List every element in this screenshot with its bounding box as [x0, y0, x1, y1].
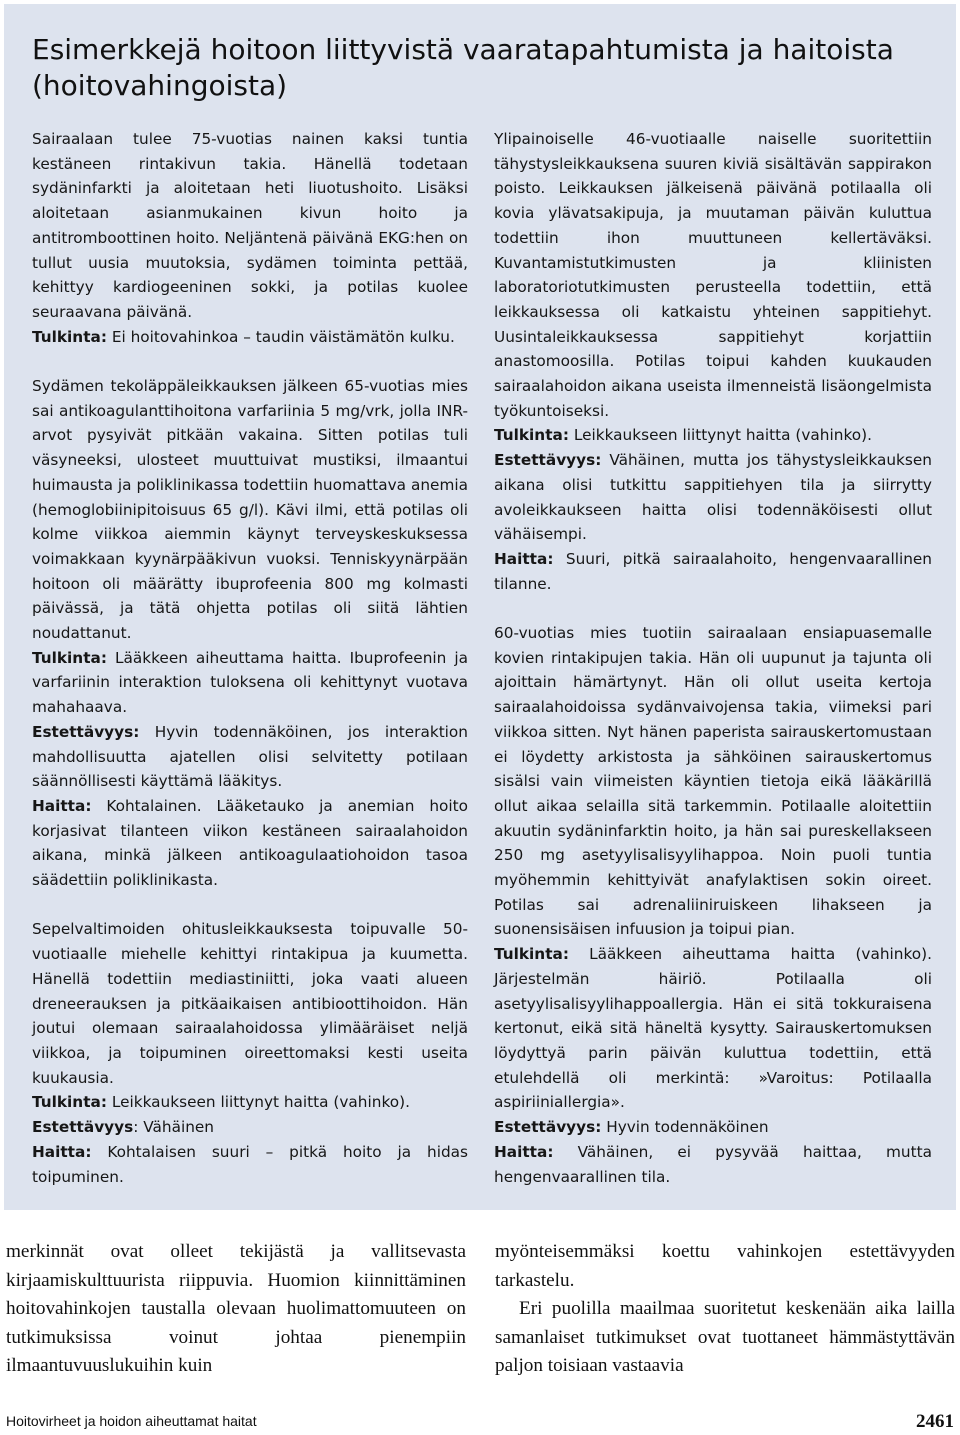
- assessment-label: Haitta:: [494, 1142, 554, 1161]
- body-left-column: [6, 1238, 466, 1381]
- case-text: Lääkkeen aiheuttama haitta (vahinko). Järjestelmän häiriö. Potilaalla oli asetyylisalisyylihappoallergia. Hän ei sitä tokkuraisena kertonut, eikä sitä häneltä kysytty. Sairauskertomuksen löydyttyä parin päivän kuluttua todettiin, että etulehdellä oli merkintä: »Varoitus: Potilaalla aspiriiniallergia».: [494, 945, 932, 1112]
- case-text: Suuri, pitkä sairaalahoito, hengenvaarallinen tilanne.: [494, 549, 932, 593]
- case-example: [32, 917, 468, 1189]
- assessment-label: Haitta:: [494, 549, 554, 568]
- running-title: Hoitovirheet ja hoidon aiheuttamat haitat: [6, 1413, 257, 1429]
- case-text: Lääkkeen aiheuttama haitta. Ibuprofeenin ja varfariinin interaktion tuloksena oli kehittynyt vuotava mahahaava.: [32, 648, 468, 717]
- box-right-column: [494, 127, 932, 1214]
- case-paragraph: [494, 942, 932, 1115]
- case-paragraph: [494, 547, 932, 596]
- assessment-label: Tulkinta:: [32, 327, 107, 346]
- case-text: Leikkaukseen liittynyt haitta (vahinko).: [568, 426, 872, 445]
- case-example: [494, 621, 932, 1189]
- case-text: Leikkaukseen liittynyt haitta (vahinko).: [106, 1093, 410, 1112]
- case-text: Hyvin todennäköinen: [601, 1118, 769, 1137]
- case-text: Ylipainoiselle 46-vuotiaalle naiselle suoritettiin tähystysleikkauksena suuren kiviä sisältävän sappirakon poisto. Leikkauksen jälkeisenä päivänä potilaalla oli kovia ylävatsakipuja, ja muutaman päivän kuluttua todettiin ihon muuttuneen kellertäväksi. Kuvantamistutkimusten ja kliinisten laboratoriotutkimusten perusteella todettiin, että leikkauksessa oli katkaistu yhteinen sappitiehyt. Uusintaleikkauksessa sappitiehyt korjattiin anastomoosilla. Potilas toipui kahden kuukauden sairaalahoidon aikana useista ilmenneistä lisäongelmista työkuntoiseksi.: [494, 130, 932, 420]
- case-text: Vähäinen, ei pysyvää haittaa, mutta hengenvaarallinen tila.: [494, 1142, 932, 1186]
- case-text: : Vähäinen: [133, 1118, 215, 1137]
- case-text: Sydämen tekoläppäleikkauksen jälkeen 65-vuotias mies sai antikoagulanttihoitona varfariinia 5 mg/vrk, jolla INR-arvot pysyivät pitkään vakaina. Sitten potilas tuli väsyneeksi, ulosteet muuttuivat mustiksi, ilmaantui huimausta ja poliklinikassa todettiin huomattava anemia (hemoglobiinipitoisuus 65 g/l). Kävi ilmi, että potilas oli kolme viikkoa aiemmin käynyt terveyskeskuksessa voimakkaan kyynärpääkivun vuoksi. Tenniskyynärpään hoitoon oli määrätty ibuprofeenia 800 mg kolmasti päivässä, ja tätä ohjetta potilas oli siitä lähtien noudattanut.: [32, 377, 468, 643]
- case-paragraph: [32, 646, 468, 720]
- case-text: 60-vuotias mies tuotiin sairaalaan ensiapuasemalle kovien rintakipujen takia. Hän oli uupunut ja tajunta oli ajoittain hämärtynyt. Hän oli ollut useita kertoja sairaalahoidoissa sydänvaivojensa takia, viimeksi pari viikkoa sitten. Nyt hänen paperista sairauskertomustaan ei löydetty arkistosta ja sähköinen sairauskertomus sisälsi vain viimeisten käyntien tietoja eikä lääkärillä ollut aikaa selailla sitä tarkemmin. Potilaalle aloitettiin akuutin sydäninfarktin hoito, ja hän sai pureskellakseen 250 mg asetyylisalisyylihappoa. Noin puoli tuntia myöhemmin kehittyivät anafylaktisen sokin oireet. Potilas sai adrenaliiniruiskeen lihakseen ja suonensisäisen infuusion ja toipui pian.: [494, 624, 932, 939]
- assessment-label: Estettävyys:: [32, 722, 140, 741]
- case-paragraph: [32, 917, 468, 1090]
- case-paragraph: [32, 1090, 468, 1115]
- assessment-label: Estettävyys: [32, 1118, 134, 1137]
- case-paragraph: [32, 794, 468, 893]
- assessment-label: Haitta:: [32, 1142, 92, 1161]
- case-text: Sairaalaan tulee 75-vuotias nainen kaksi tuntia kestäneen rintakivun takia. Hänellä todetaan sydäninfarkti ja aloitetaan heti liuotushoito. Lisäksi aloitetaan asianmukainen kivun hoito ja antitromboottinen hoito. Neljäntenä päivänä EKG:hen on tullut uusia muutoksia, sydämen toiminta pettää, kehittyy kardiogeeninen sokki, ja potilas kuolee seuraavana päivänä.: [32, 130, 468, 321]
- body-paragraph: myönteisemmäksi koettu vahinkojen estettävyyden tarkastelu.: [495, 1241, 955, 1291]
- case-example: [494, 127, 932, 596]
- body-paragraph: merkinnät ovat olleet tekijästä ja vallitsevasta kirjaamiskulttuurista riippuvia. Huomion kiinnittäminen hoitovahinkojen taustalla olevaan huolimattomuuteen on tutkimuksissa voinut johtaa pienempiin ilmaantuvuuslukuihin kuin: [6, 1241, 466, 1377]
- case-text: Kohtalainen. Lääketauko ja anemian hoito korjasivat tilanteen viikon kestäneen sairaalahoidon aikana, minkä jälkeen antikoagulaatiohoidon tasoa säädettiin poliklinikasta.: [32, 796, 468, 890]
- case-text: Ei hoitovahinkoa – taudin väistämätön kulku.: [106, 327, 455, 346]
- case-paragraph: [32, 127, 468, 325]
- assessment-label: Tulkinta:: [494, 945, 569, 964]
- assessment-label: Estettävyys:: [494, 1118, 602, 1137]
- assessment-label: Estettävyys:: [494, 451, 602, 470]
- box-title: Esimerkkejä hoitoon liittyvistä vaaratapahtumista ja haitoista (hoitovahingoista): [32, 33, 894, 102]
- case-paragraph: [32, 1115, 468, 1140]
- case-paragraph: [494, 127, 932, 423]
- case-paragraph: [494, 1140, 932, 1189]
- assessment-label: Tulkinta:: [494, 426, 569, 445]
- case-text: Vähäinen, mutta jos tähystysleikkauksen aikana olisi tutkittu sappitiehyen tila ja siirrytty avoleikkaukseen haitta olisi todennäköisesti ollut vähäisempi.: [494, 451, 932, 544]
- case-paragraph: [32, 720, 468, 794]
- page-number: 2461: [916, 1411, 954, 1432]
- case-example: [32, 374, 468, 893]
- case-text: Kohtalaisen suuri – pitkä hoito ja hidas toipuminen.: [32, 1142, 468, 1186]
- case-paragraph: [32, 1140, 468, 1189]
- case-paragraph: [494, 448, 932, 547]
- case-text: Hyvin todennäköinen, jos interaktion mahdollisuutta ajatellen olisi selvitetty potilaan säännöllisesti käyttämä lääkitys.: [32, 722, 468, 791]
- assessment-label: Tulkinta:: [32, 648, 107, 667]
- case-paragraph: [494, 423, 932, 448]
- box-left-column: [32, 127, 468, 1214]
- body-right-column: [495, 1238, 955, 1381]
- case-paragraph: [32, 374, 468, 646]
- case-text: Sepelvaltimoiden ohitusleikkauksesta toipuvalle 50-vuotiaalle miehelle kehittyi rintakipua ja kuumetta. Hänellä todettiin mediastiniitti, joka vaati alueen dreneerauksen ja pitkäaikaisen antibioottihoidon. Hän joutui olemaan sairaalahoidossa ylimääräiset neljä viikkoa, ja toipuminen oireettomaksi kesti useita kuukausia.: [32, 920, 468, 1087]
- case-paragraph: [494, 1115, 932, 1140]
- assessment-label: Haitta:: [32, 796, 92, 815]
- assessment-label: Tulkinta:: [32, 1093, 107, 1112]
- body-paragraph: Eri puolilla maailmaa suoritetut keskenään aika lailla samanlaiset tutkimukset ovat tuottaneet hämmästyttävän paljon toisiaan vastaavia: [495, 1298, 955, 1377]
- case-paragraph: [494, 621, 932, 942]
- case-example: [32, 127, 468, 349]
- case-paragraph: [32, 325, 468, 350]
